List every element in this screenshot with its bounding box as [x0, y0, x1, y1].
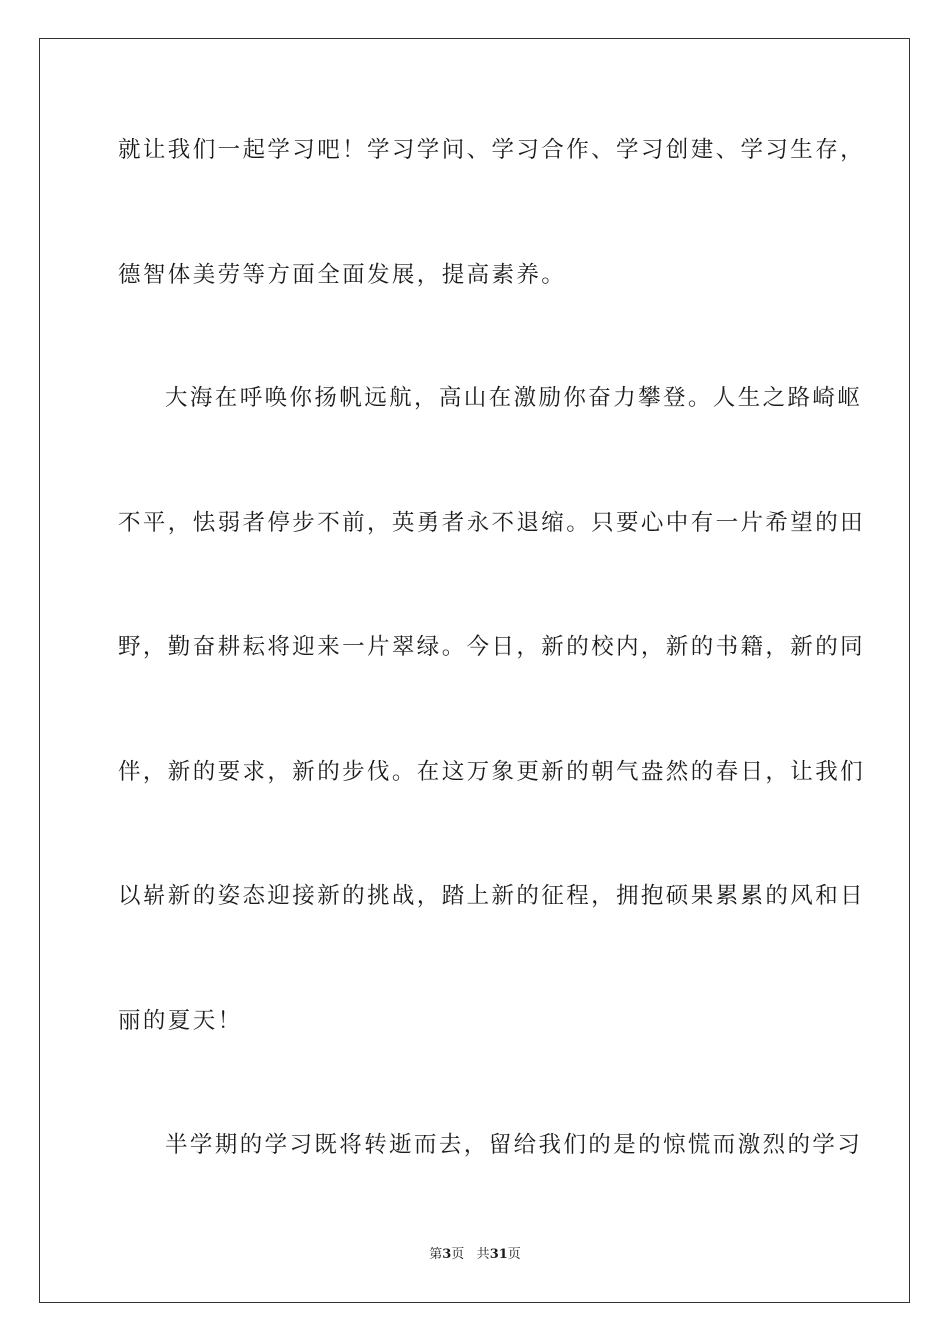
text-line: 野，勤奋耕耘将迎来一片翠绿。今日，新的校内，新的书籍，新的同	[118, 634, 866, 660]
text-line: 伴，新的要求，新的步伐。在这万象更新的朝气盎然的春日，让我们	[118, 759, 866, 785]
text-line: 以崭新的姿态迎接新的挑战，踏上新的征程，拥抱硕果累累的风和日	[118, 883, 866, 909]
page-prefix: 第	[429, 1247, 443, 1262]
paragraph-start-line: 大海在呼唤你扬帆远航，高山在激励你奋力攀登。人生之路崎岖	[165, 385, 863, 411]
text-line: 丽的夏天！	[118, 1008, 243, 1034]
paragraph-start-line: 半学期的学习既将转逝而去，留给我们的是的惊慌而激烈的学习	[165, 1132, 863, 1158]
text-line: 德智体美劳等方面全面发展，提高素养。	[118, 262, 567, 288]
page-border	[39, 38, 910, 1303]
text-line: 就让我们一起学习吧！学习学问、学习合作、学习创建、学习生存，	[118, 137, 866, 163]
text-line: 不平，怯弱者停步不前，英勇者永不退缩。只要心中有一片希望的田	[118, 510, 866, 536]
page-footer	[0, 1246, 950, 1264]
total-suffix: 页	[507, 1247, 521, 1262]
total-prefix: 共	[476, 1247, 490, 1262]
page-number: 3	[442, 1247, 452, 1262]
total-pages: 31	[489, 1247, 508, 1262]
page-suffix: 页	[451, 1247, 465, 1262]
